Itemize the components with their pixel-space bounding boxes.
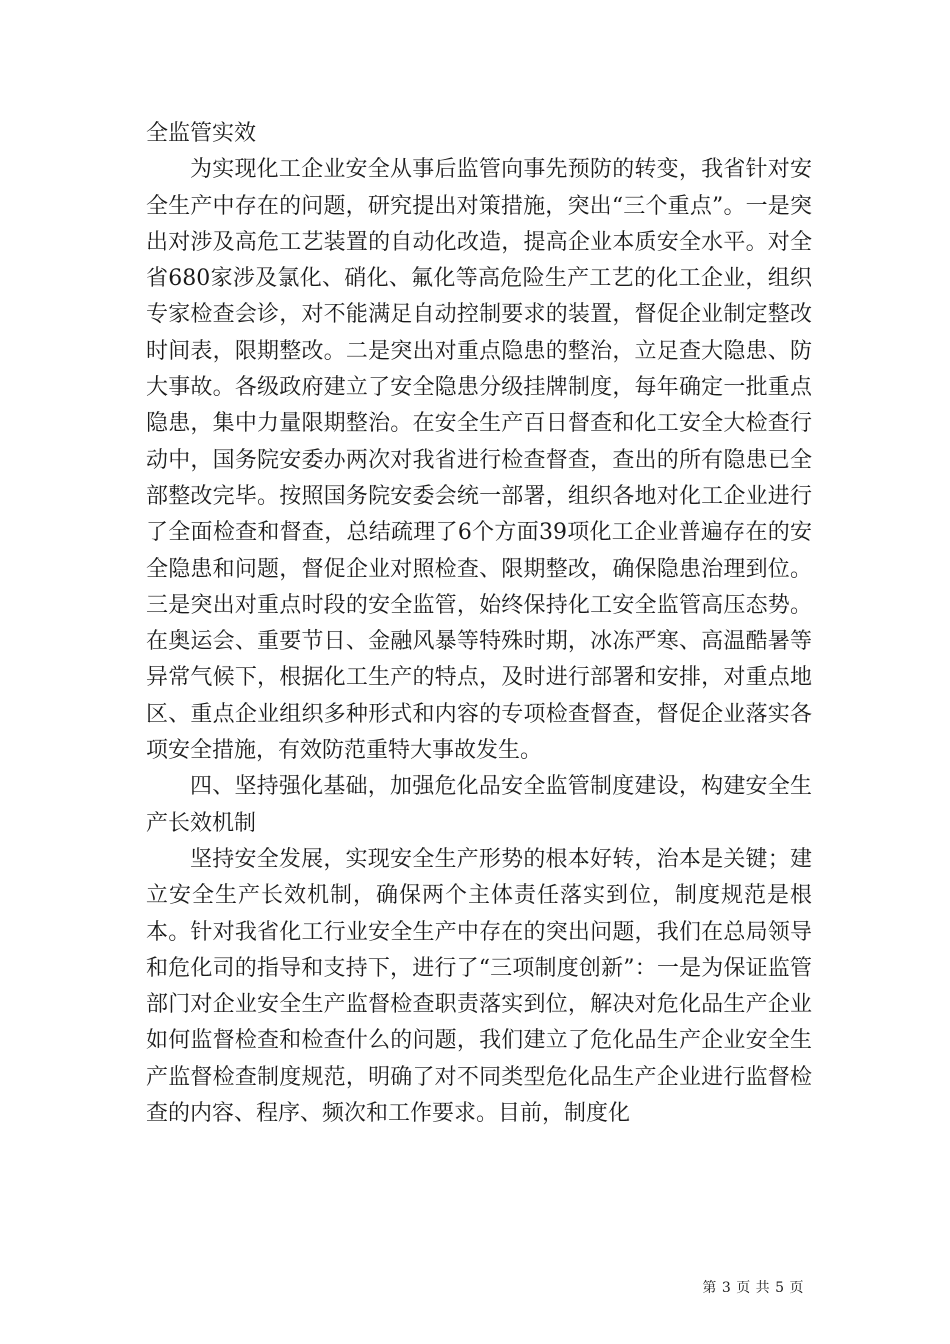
section-heading-four: 四、坚持强化基础，加强危化品安全监管制度建设，构建安全生产长效机制 xyxy=(146,774,812,836)
page-number-footer: 第 3 页 共 5 页 xyxy=(702,1280,804,1296)
document-body xyxy=(146,116,812,1132)
paragraph-continuation: 全监管实效 xyxy=(146,121,257,146)
paragraph-institution-building: 坚持安全发展，实现安全生产形势的根本好转，治本是关键；建立安全生产长效机制，确保两个主体责任落实到位，制度规范是根本。针对我省化工行业安全生产中存在的突出问题，我们在总局领导和危化司的指导和支持下，进行了“三项制度创新”：一是为保证监管部门对企业安全生产监督检查职责落实到位，解决对危化品生产企业如何监督检查和检查什么的问题，我们建立了危化品生产企业安全生产监督检查制度规范，明确了对不同类型危化品生产企业进行监督检查的内容、程序、频次和工作要求。目前，制度化 xyxy=(146,846,812,1127)
paragraph-three-focus-points: 为实现化工企业安全从事后监管向事先预防的转变，我省针对安全生产中存在的问题，研究提出对策措施，突出“三个重点”。一是突出对涉及高危工艺装置的自动化改造，提高企业本质安全水平。对全省680家涉及氯化、硝化、氟化等高危险生产工艺的化工企业，组织专家检查会诊，对不能满足自动控制要求的装置，督促企业制定整改时间表，限期整改。二是突出对重点隐患的整治，立足查大隐患、防大事故。各级政府建立了安全隐患分级挂牌制度，每年确定一批重点隐患，集中力量限期整治。在安全生产百日督查和化工安全大检查行动中，国务院安委办两次对我省进行检查督查，查出的所有隐患已全部整改完毕。按照国务院安委会统一部署，组织各地对化工企业进行了全面检查和督查，总结疏理了6个方面39项化工企业普遍存在的安全隐患和问题，督促企业对照检查、限期整改，确保隐患治理到位。三是突出对重点时段的安全监管，始终保持化工安全监管高压态势。在奥运会、重要节日、金融风暴等特殊时期，冰冻严寒、高温酷暑等异常气候下，根据化工生产的特点，及时进行部署和安排，对重点地区、重点企业组织多种形式和内容的专项检查督查，督促企业落实各项安全措施，有效防范重特大事故发生。 xyxy=(146,157,812,764)
